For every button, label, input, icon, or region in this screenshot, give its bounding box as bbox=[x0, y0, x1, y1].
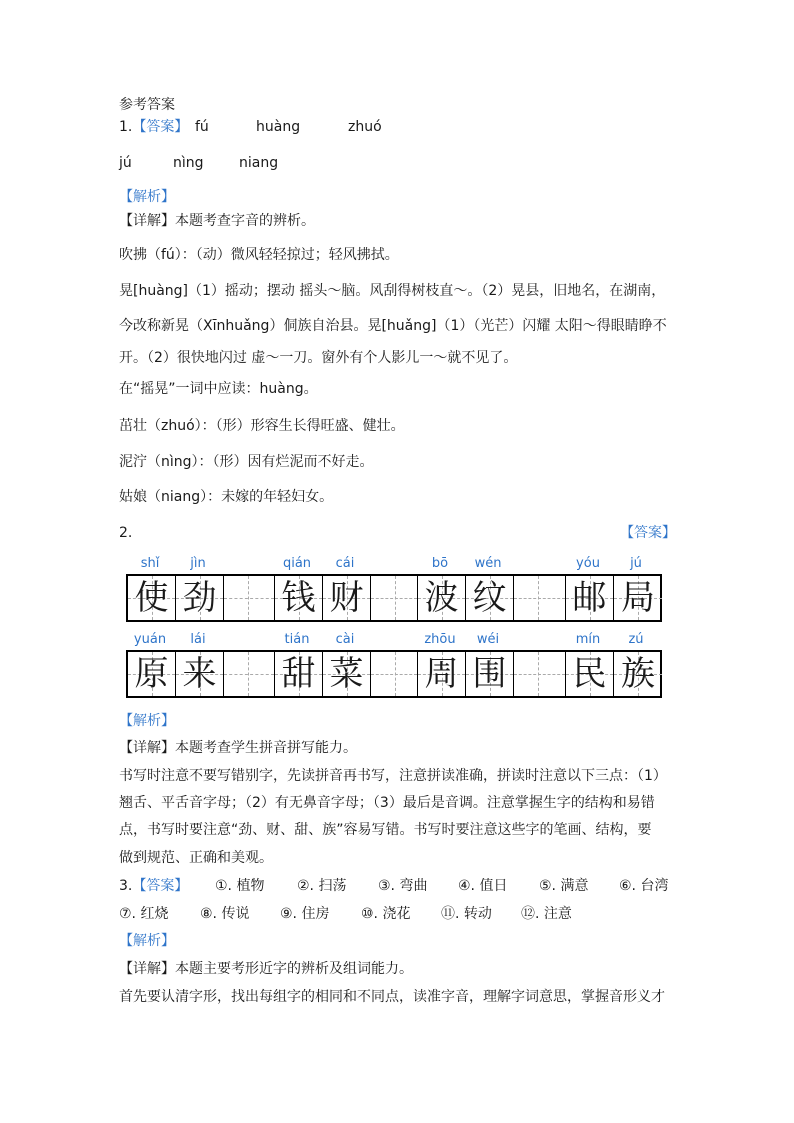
q1-detail-line: 【详解】本题考查字音的辨析。 bbox=[119, 213, 315, 229]
q3-answer-item: ⑦. 红烧 bbox=[119, 906, 169, 922]
q1-detail-line: 开。（2）很快地闪过 虚～一刀。窗外有个人影儿一～就不见了。 bbox=[119, 350, 518, 366]
q1-answer-row-1 bbox=[119, 118, 519, 136]
grid-cell-empty bbox=[371, 576, 418, 620]
grid-char: 来 bbox=[182, 654, 217, 694]
q3-answer-item: ⑫. 注意 bbox=[521, 906, 572, 922]
grid-char: 局 bbox=[621, 578, 655, 618]
grid-pinyin: mín bbox=[575, 632, 601, 647]
grid-pinyin: zhōu bbox=[424, 632, 456, 647]
q1-pinyin-3: zhuó bbox=[348, 119, 382, 135]
grid-char: 周 bbox=[424, 654, 459, 694]
grid-cell bbox=[323, 652, 371, 696]
q2-detail-line: 【详解】本题考查学生拼音拼写能力。 bbox=[119, 740, 357, 756]
grid-pinyin: jú bbox=[630, 556, 642, 571]
q2-answer-tag: 【答案】 bbox=[620, 525, 676, 541]
grid-cell bbox=[128, 576, 176, 620]
grid-pinyin: zú bbox=[628, 632, 644, 647]
q1-pinyin-1: fú bbox=[195, 119, 209, 135]
grid-pinyin-row-2 bbox=[126, 632, 662, 648]
q3-detail-line: 【详解】本题主要考形近字的辨析及组词能力。 bbox=[119, 961, 413, 977]
grid-pinyin: yóu bbox=[576, 556, 600, 571]
q3-answer-item: ⑧. 传说 bbox=[200, 906, 250, 922]
grid-cell bbox=[566, 652, 614, 696]
grid-cell bbox=[128, 652, 176, 696]
grid-char: 邮 bbox=[572, 578, 607, 618]
grid-cell-empty bbox=[514, 576, 566, 620]
grid-cell bbox=[275, 652, 323, 696]
grid-pinyin: wén bbox=[474, 556, 502, 571]
grid-char: 民 bbox=[572, 654, 607, 694]
grid-cell bbox=[275, 576, 323, 620]
grid-pinyin: yuán bbox=[133, 632, 167, 647]
q2-number: 2. bbox=[119, 525, 133, 541]
q3-answer-item: ⑥. 台湾 bbox=[619, 878, 669, 894]
q3-answer-row-1 bbox=[119, 877, 679, 895]
grid-char: 菜 bbox=[329, 654, 364, 694]
grid-pinyin: qián bbox=[282, 556, 312, 571]
q1-detail-line: 泥泞（nìng）：（形）因有烂泥而不好走。 bbox=[119, 454, 374, 470]
page-heading: 参考答案 bbox=[119, 97, 175, 113]
q3-detail-line: 首先要认清字形，找出每组字的相同和不同点，读准字音，理解字词意思，掌握音形义才 bbox=[119, 989, 665, 1005]
q2-detail-line: 翘舌、平舌音字母；（2）有无鼻音字母；（3）最后是音调。注意掌握生字的结构和易错 bbox=[119, 795, 655, 811]
grid-pinyin: cài bbox=[335, 632, 355, 647]
grid-char: 劲 bbox=[182, 578, 217, 618]
grid-char: 原 bbox=[134, 654, 169, 694]
q1-detail-line: 吹拂（fú）：（动）微风轻轻掠过；轻风拂拭。 bbox=[119, 247, 399, 263]
grid-cell-empty bbox=[224, 576, 275, 620]
grid-pinyin: shǐ bbox=[140, 556, 160, 571]
grid-pinyin: tián bbox=[284, 632, 310, 647]
grid-char: 财 bbox=[329, 578, 364, 618]
q2-detail-line: 做到规范、正确和美观。 bbox=[119, 850, 273, 866]
grid-cell bbox=[614, 652, 662, 696]
q3-answer-item: ③. 弯曲 bbox=[378, 878, 428, 894]
q3-answer-row-2 bbox=[119, 905, 679, 923]
q1-detail-line: 茁壮（zhuó）：（形）形容生长得旺盛、健壮。 bbox=[119, 418, 405, 434]
grid-cell bbox=[323, 576, 371, 620]
grid-cell bbox=[418, 652, 466, 696]
q1-answer-row-2 bbox=[119, 154, 519, 172]
q3-number: 3. bbox=[119, 878, 133, 894]
q1-number: 1. bbox=[119, 119, 133, 135]
grid-pinyin: bō bbox=[431, 556, 449, 571]
grid-cell bbox=[418, 576, 466, 620]
q3-answer-item: ⑨. 住房 bbox=[280, 906, 330, 922]
q3-answer-item: ②. 扫荡 bbox=[297, 878, 347, 894]
grid-pinyin-row-1 bbox=[126, 556, 662, 572]
q2-detail-line: 书写时注意不要写错别字，先读拼音再书写，注意拼读准确，拼读时注意以下三点：（1） bbox=[119, 768, 667, 784]
q3-answer-item: ①. 植物 bbox=[215, 878, 265, 894]
q2-answer-grid bbox=[126, 556, 662, 698]
grid-char: 波 bbox=[424, 578, 459, 618]
q1-pinyin-2: huàng bbox=[256, 119, 301, 135]
q2-detail-line: 点，书写时要注意“劲、财、甜、族”容易写错。书写时要注意这些字的笔画、结构，要 bbox=[119, 822, 652, 838]
q3-answer-item: ⑤. 满意 bbox=[539, 878, 589, 894]
grid-cell bbox=[614, 576, 662, 620]
grid-char-row-1 bbox=[126, 574, 662, 622]
grid-cell bbox=[566, 576, 614, 620]
grid-cell-empty bbox=[371, 652, 418, 696]
grid-char: 使 bbox=[134, 578, 169, 618]
grid-cell bbox=[176, 652, 224, 696]
q1-pinyin-6: niang bbox=[239, 155, 279, 171]
grid-pinyin: wéi bbox=[476, 632, 500, 647]
grid-cell bbox=[466, 652, 514, 696]
grid-char: 族 bbox=[621, 654, 655, 694]
q1-pinyin-5: nìng bbox=[173, 155, 204, 171]
grid-cell bbox=[176, 576, 224, 620]
grid-char: 纹 bbox=[472, 578, 507, 618]
grid-char: 钱 bbox=[281, 578, 316, 618]
q1-detail-line: 今改称新晃（Xīnhuǎng）侗族自治县。晃[huǎng]（1）（光芒）闪耀 太阳～得眼睛睁不 bbox=[119, 318, 667, 334]
q3-answer-item: ④. 值日 bbox=[458, 878, 508, 894]
q3-answer-item: ⑪. 转动 bbox=[441, 906, 492, 922]
grid-pinyin: lái bbox=[190, 632, 206, 647]
q2-analysis-tag: 【解析】 bbox=[119, 713, 175, 729]
q3-analysis-tag: 【解析】 bbox=[119, 933, 175, 949]
grid-char: 甜 bbox=[281, 654, 316, 694]
q1-detail-line: 在“摇晃”一词中应读：huàng。 bbox=[119, 381, 318, 397]
grid-cell-empty bbox=[224, 652, 275, 696]
q1-detail-line: 姑娘（niang）：未嫁的年轻妇女。 bbox=[119, 489, 334, 505]
grid-pinyin: cái bbox=[335, 556, 355, 571]
q1-pinyin-4: jú bbox=[119, 155, 132, 171]
q1-detail-line: 晃[huàng]（1）摇动；摆动 摇头～脑。风刮得树枝直～。（2）晃县，旧地名，在湖南， bbox=[119, 283, 666, 299]
grid-cell bbox=[466, 576, 514, 620]
grid-cell-empty bbox=[514, 652, 566, 696]
q1-answer-tag: 【答案】 bbox=[132, 119, 189, 135]
grid-char: 围 bbox=[472, 654, 507, 694]
q1-analysis-tag: 【解析】 bbox=[119, 189, 175, 205]
grid-pinyin: jìn bbox=[190, 556, 206, 571]
grid-char-row-2 bbox=[126, 650, 662, 698]
q3-answer-item: ⑩. 浇花 bbox=[361, 906, 411, 922]
q3-answer-tag: 【答案】 bbox=[132, 878, 189, 894]
